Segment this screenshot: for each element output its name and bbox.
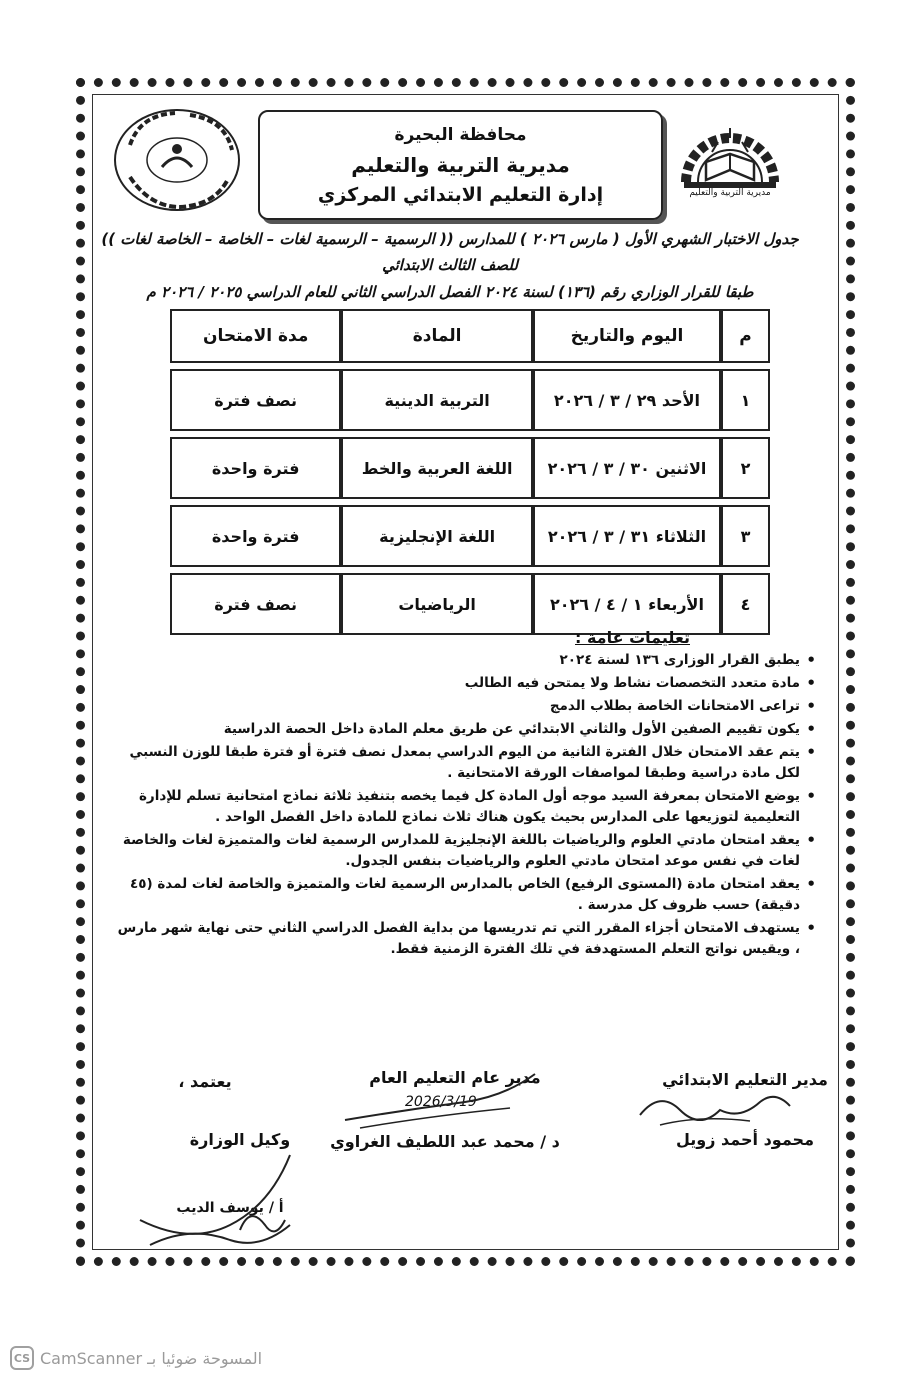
governorate-name: محافظة البحيرة (394, 125, 527, 145)
directorate-seal-logo (110, 105, 245, 215)
row-duration: فترة واحدة (170, 505, 341, 567)
header-box (258, 110, 663, 220)
administration-name: إدارة التعليم الابتدائي المركزي (317, 184, 604, 206)
list-item: • مادة متعدد التخصصات نشاط ولا يمتحن فيه الطالب (110, 673, 800, 694)
row-subject: اللغة العربية والخط (341, 437, 533, 499)
header-number: م (721, 309, 770, 363)
row-date: الثلاثاء ٣١ / ٣ / ٢٠٢٦ (533, 505, 721, 567)
row-date: الأحد ٢٩ / ٣ / ٢٠٢٦ (533, 369, 721, 431)
list-item: • يكون تقييم الصفين الأول والثاني الابتدائي عن طريق معلم المادة داخل الحصة الدراسية (110, 719, 800, 740)
primary-director-signature (630, 1080, 800, 1140)
watermark-text: CamScanner المسوحة ضوئيا بـ (40, 1348, 263, 1368)
deputy-minister-name: أ / يوسف الديب (176, 1200, 284, 1216)
list-item: • يتم عقد الامتحان خلال الفترة الثانية من اليوم الدراسي بمعدل نصف فترة أو فترة طبقا للوزن النسبي لكل مادة دراسية وطبقا لمواصفات الورقة الامتحانية . (110, 742, 800, 784)
header-duration: مدة الامتحان (170, 309, 341, 363)
primary-director-title: مدير التعليم الابتدائي (662, 1070, 828, 1089)
decree-title: طبقا للقرار الوزاري رقم (١٣٦) لسنة ٢٠٢٤ الفصل الدراسي الثاني للعام الدراسي ٢٠٢٥ / ٢٠٢٦ م (146, 283, 754, 301)
camscanner-logo-icon: CS (10, 1346, 34, 1370)
row-duration: فترة واحدة (170, 437, 341, 499)
table-row (170, 369, 770, 431)
list-item: • يعقد امتحان مادة (المستوى الرفيع) الخاص بالمدارس الرسمية لغات والمتميزة والخاصة لغات لمدة (٤٥ دقيقة) حسب ظروف كل مدرسة . (110, 874, 800, 916)
table-row (170, 505, 770, 567)
header-date: اليوم والتاريخ (533, 309, 721, 363)
deputy-minister-title: وكيل الوزارة (189, 1130, 291, 1149)
list-item: • يعقد امتحان مادتي العلوم والرياضيات باللغة الإنجليزية للمدارس الرسمية لغات والمتميزة لغات والخاصة لغات في نفس موعد امتحان مادتي العلوم والرياضيات بنفس الجدول. (110, 830, 800, 872)
list-item: • يستهدف الامتحان أجزاء المقرر التي تم تدريسها من بداية الفصل الدراسي الثاني حتى نهاية شهر مارس ، ويقيس نواتج التعلم المستهدفة في تلك الفترة الزمنية فقط. (110, 918, 800, 960)
table-row (170, 573, 770, 635)
schedule-title: جدول الاختبار الشهري الأول ( مارس ٢٠٢٦ ) للمدارس (( الرسمية – الرسمية لغات – الخاصة – الخاصة لغات )) (101, 230, 799, 248)
deputy-minister-signature (120, 1150, 320, 1260)
handwritten-date: 2026/3/19 (405, 1094, 477, 1110)
row-number: ١ (721, 369, 770, 431)
row-subject: التربية الدينية (341, 369, 533, 431)
list-item: • يوضع الامتحان بمعرفة السيد موجه أول المادة كل فيما يخصه بتنفيذ ثلاثة نماذج امتحانية تسلم للإدارة التعليمية لتوزيعها على المدارس بحيث يكون هناك ثلاث نماذج للمادة داخل الفصل الواحد . (110, 786, 800, 828)
general-director-signature (340, 1070, 550, 1140)
row-duration: نصف فترة (170, 369, 341, 431)
general-director-name: د / محمد عبد اللطيف الغراوي (330, 1132, 560, 1151)
row-subject: اللغة الإنجليزية (341, 505, 533, 567)
list-item: • تراعى الامتحانات الخاصة بطلاب الدمج (110, 696, 800, 717)
row-number: ٣ (721, 505, 770, 567)
row-subject: الرياضيات (341, 573, 533, 635)
instructions-title: تعليمات عامة : (575, 628, 690, 647)
row-date: الاثنين ٣٠ / ٣ / ٢٠٢٦ (533, 437, 721, 499)
row-number: ٤ (721, 573, 770, 635)
list-item: • يطبق القرار الوزارى ١٣٦ لسنة ٢٠٢٤ (110, 650, 800, 671)
table-header-row (170, 309, 770, 363)
instructions-list (110, 650, 818, 962)
row-duration: نصف فترة (170, 573, 341, 635)
exam-schedule-table (170, 303, 770, 641)
logo-caption: مديرية التربية والتعليم (689, 188, 771, 198)
table-row (170, 437, 770, 499)
primary-director-name: محمود أحمد زويل (676, 1130, 814, 1149)
row-date: الأربعاء ١ / ٤ / ٢٠٢٦ (533, 573, 721, 635)
approve-label: يعتمد ، (178, 1072, 232, 1091)
directorate-name: مديرية التربية والتعليم (351, 153, 570, 177)
general-director-title: مدير عام التعليم العام (369, 1068, 541, 1087)
camscanner-watermark (10, 1345, 262, 1371)
header-subject: المادة (341, 309, 533, 363)
row-number: ٢ (721, 437, 770, 499)
grade-title: للصف الثالث الابتدائي (382, 256, 518, 274)
